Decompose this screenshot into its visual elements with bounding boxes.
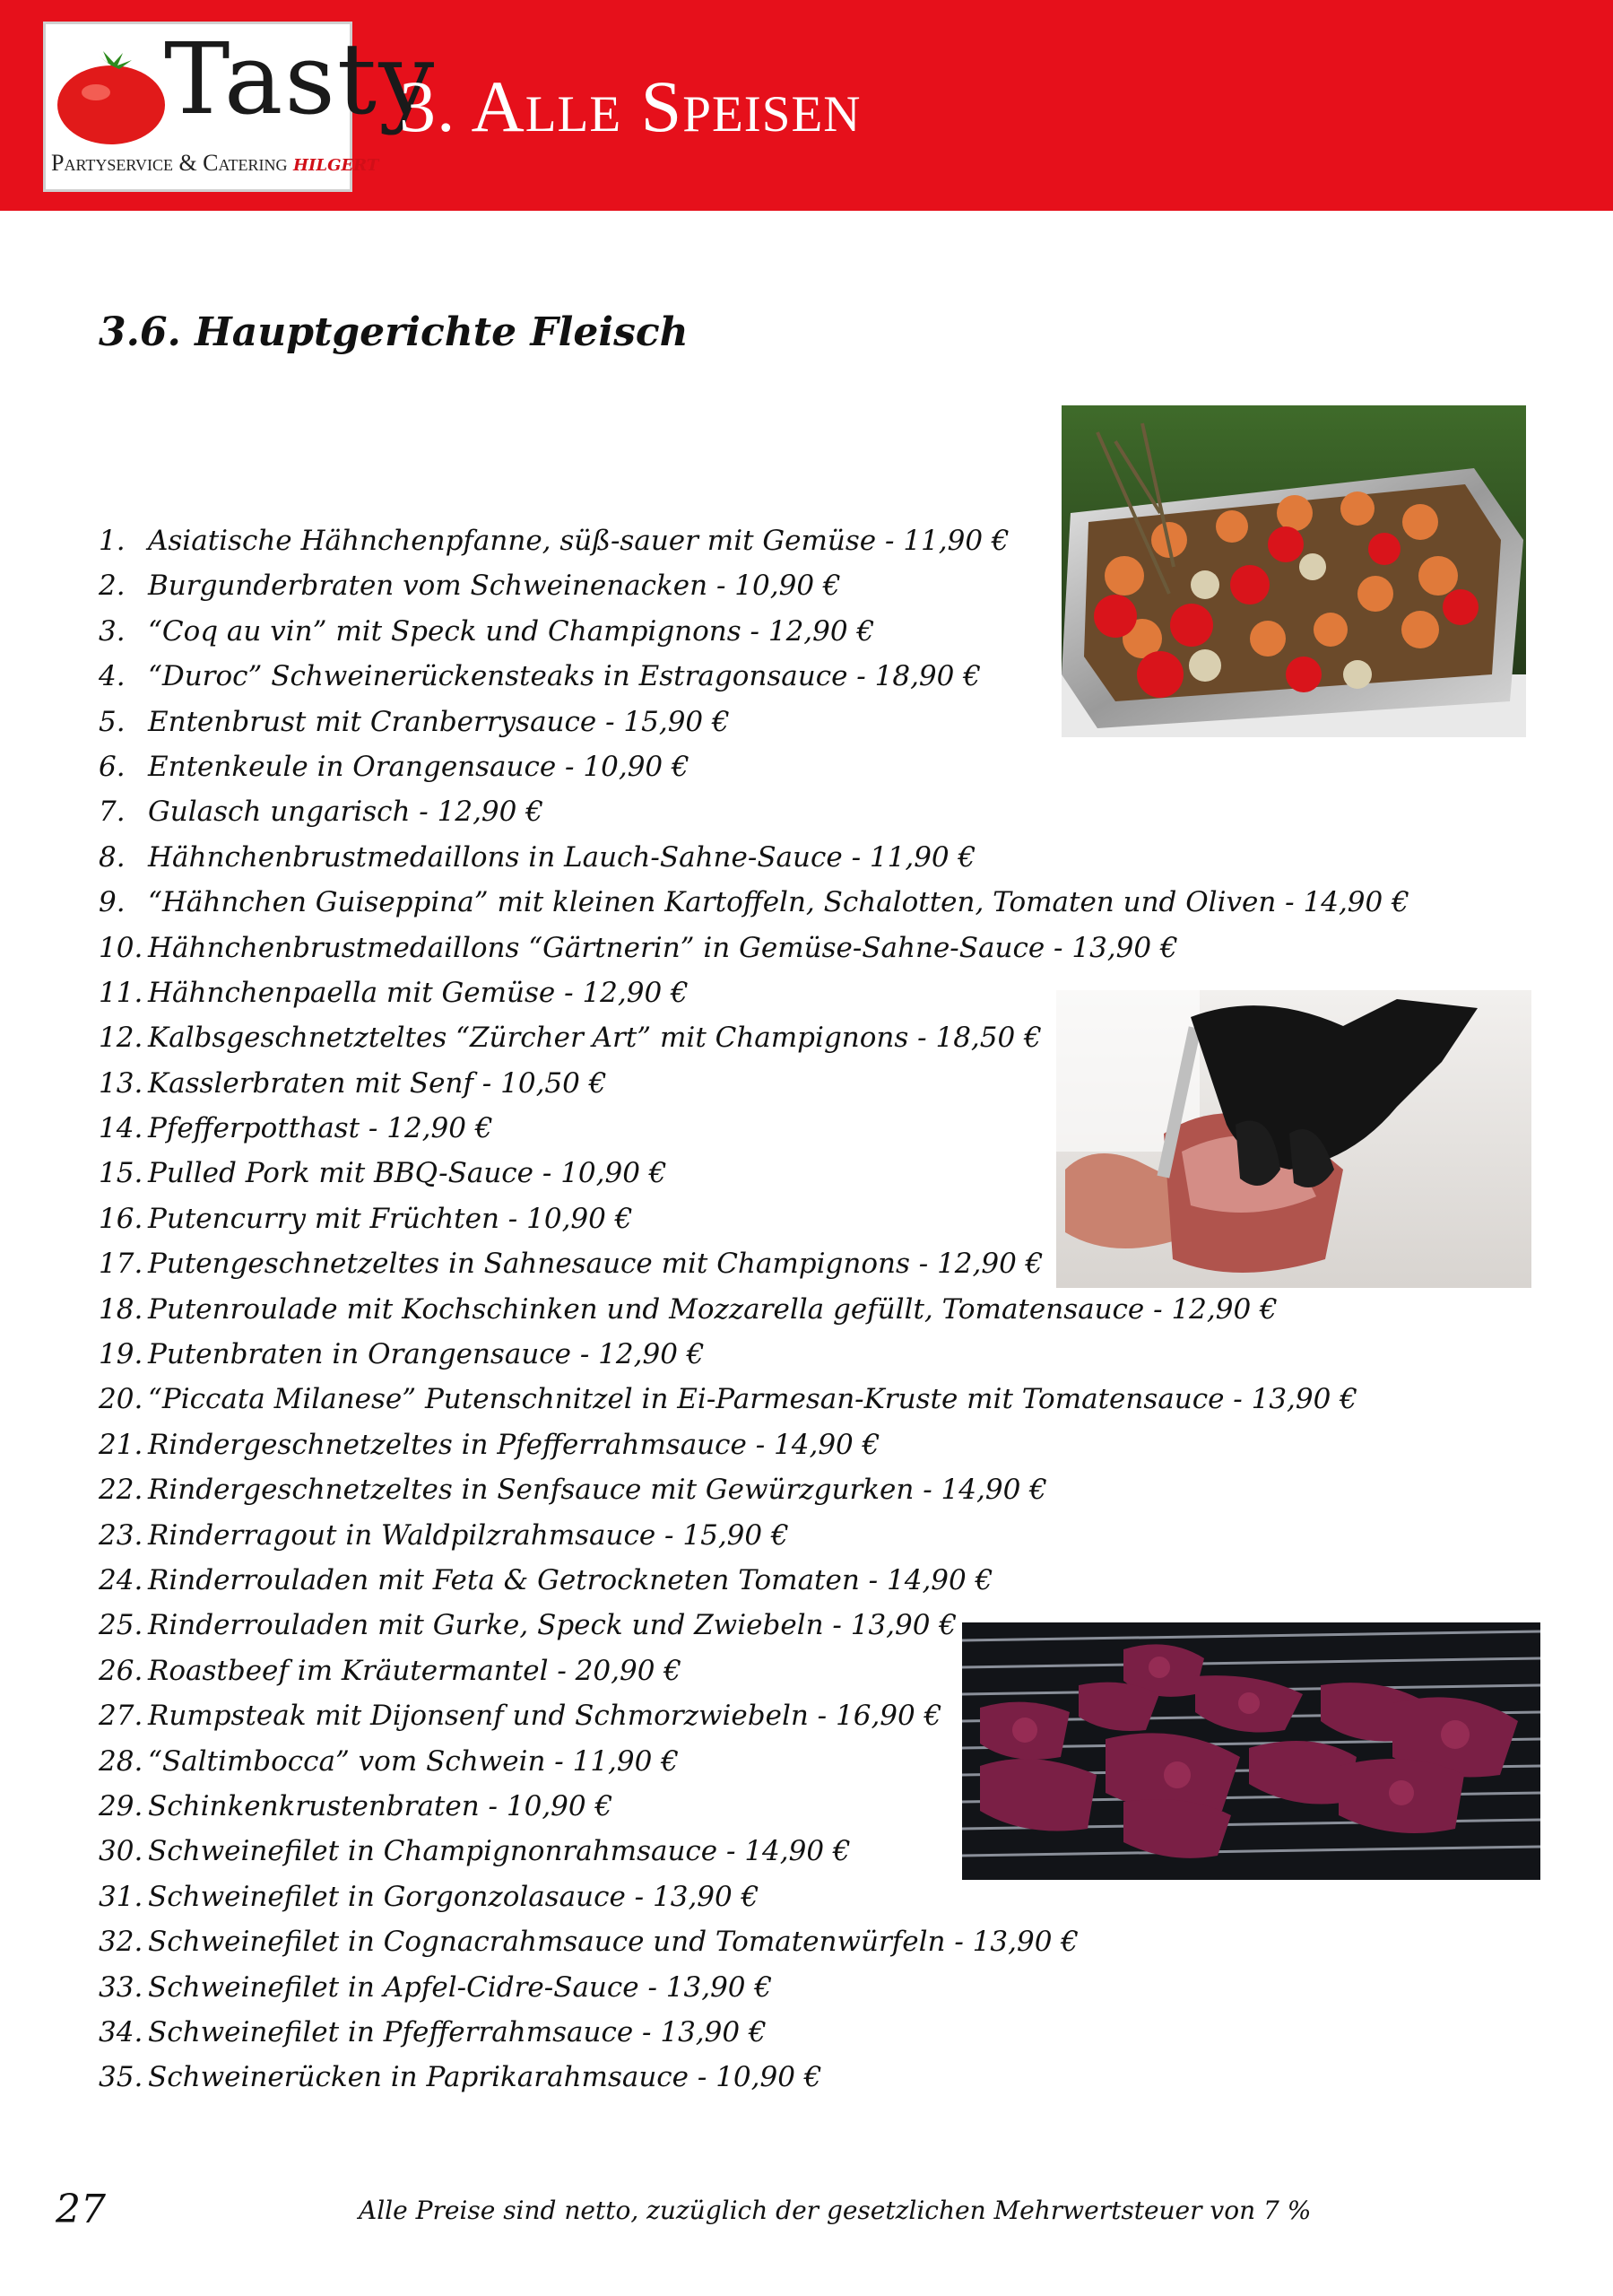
chapter-title: 3. Alle Speisen [399,65,862,147]
logo-subtitle-text: Partyservice & Catering [51,150,288,176]
section-title: 3.6. Hauptgerichte Fleisch [99,309,689,355]
menu-item-text: Putengeschnetzeltes in Sahnesauce mit Champignons - 12,90 € [148,1248,1044,1281]
menu-item-number: 12. [99,1022,143,1055]
menu-item-number: 3. [99,614,126,648]
photo-grilled-steaks [962,1622,1540,1880]
menu-item-text: “Piccata Milanese” Putenschnitzel in Ei-Parmesan-Kruste mit Tomatensauce - 13,90 € [148,1383,1357,1416]
menu-item [99,1965,1409,2010]
menu-item-number: 6. [99,750,126,783]
menu-item-number: 31. [99,1880,143,1913]
menu-item-text: Rindergeschnetzeltes in Pfefferrahmsauce - 14,90 € [148,1428,880,1461]
menu-item-number: 35. [99,2061,143,2094]
menu-item [99,1874,1409,1919]
menu-item [99,880,1409,925]
menu-item-number: 19. [99,1338,143,1371]
menu-item-number: 2. [99,570,126,603]
menu-item-text: “Duroc” Schweinerückensteaks in Estragonsauce - 18,90 € [148,660,981,693]
menu-item-number: 29. [99,1789,143,1822]
menu-item-text: Gulasch ungarisch - 12,90 € [148,796,543,829]
menu-item-number: 32. [99,1926,143,1959]
menu-item [99,1919,1409,1964]
page-header [0,0,1613,211]
menu-item-text: Hähnchenpaella mit Gemüse - 12,90 € [148,976,689,1009]
menu-item-number: 28. [99,1744,143,1778]
logo-subtitle [51,150,379,177]
menu-item-number: 20. [99,1383,143,1416]
menu-item-number: 26. [99,1654,143,1687]
menu-item-number: 8. [99,840,126,874]
menu-item-text: Hähnchenbrustmedaillons in Lauch-Sahne-Sauce - 11,90 € [148,840,976,874]
menu-item-number: 4. [99,660,126,693]
menu-item-number: 23. [99,1518,143,1552]
menu-item [99,926,1409,970]
menu-item-text: Kalbsgeschnetzteltes “Zürcher Art” mit Champignons - 18,50 € [148,1022,1042,1055]
menu-item-text: Putenbraten in Orangensauce - 12,90 € [148,1338,705,1371]
menu-item-number: 16. [99,1202,143,1235]
menu-item-number: 9. [99,886,126,919]
menu-item-text: Entenbrust mit Cranberrysauce - 15,90 € [148,705,730,738]
menu-item-text: Asiatische Hähnchenpfanne, süß-sauer mit Gemüse - 11,90 € [148,525,1010,557]
menu-item [99,789,1409,834]
menu-item-text: “Coq au vin” mit Speck und Champignons - 12,90 € [148,614,875,648]
menu-item-text: Pulled Pork mit BBQ-Sauce - 10,90 € [148,1157,667,1190]
menu-item-number: 15. [99,1157,143,1190]
menu-item [99,1422,1409,1467]
menu-item-text: Rinderrouladen mit Gurke, Speck und Zwiebeln - 13,90 € [148,1609,958,1642]
menu-item-text: Schweinefilet in Pfefferrahmsauce - 13,90 € [148,2015,767,2048]
menu-item-number: 18. [99,1292,143,1326]
menu-item-text: Entenkeule in Orangensauce - 10,90 € [148,750,689,783]
menu-item-number: 33. [99,1970,143,2004]
menu-item-number: 10. [99,931,143,964]
menu-item [99,1467,1409,1512]
menu-item-text: Schweinerücken in Paprikarahmsauce - 10,90 € [148,2061,822,2094]
menu-item-number: 7. [99,796,126,829]
menu-item-text: Rinderrouladen mit Feta & Getrockneten Tomaten - 14,90 € [148,1563,993,1596]
menu-item-number: 24. [99,1563,143,1596]
menu-item [99,1513,1409,1558]
menu-item-number: 17. [99,1248,143,1281]
menu-item-number: 14. [99,1112,143,1145]
menu-item-number: 5. [99,705,126,738]
logo [43,22,437,192]
menu-item-text: Burgunderbraten vom Schweinenacken - 10,90 € [148,570,841,603]
menu-item-text: “Saltimbocca” vom Schwein - 11,90 € [148,1744,679,1778]
menu-item-text: Hähnchenbrustmedaillons “Gärtnerin” in Gemüse-Sahne-Sauce - 13,90 € [148,931,1178,964]
menu-item-text: “Hähnchen Guiseppina” mit kleinen Kartoffeln, Schalotten, Tomaten und Oliven - 14,90 € [148,886,1409,919]
menu-item [99,1332,1409,1377]
menu-item [99,835,1409,880]
menu-item-number: 22. [99,1474,143,1507]
menu-item-text: Schweinefilet in Champignonrahmsauce - 14,90 € [148,1835,851,1868]
menu-item-number: 34. [99,2015,143,2048]
tomato-icon [53,46,169,149]
menu-item [99,744,1409,789]
menu-item-text: Roastbeef im Kräutermantel - 20,90 € [148,1654,681,1687]
menu-item-text: Schweinefilet in Apfel-Cidre-Sauce - 13,90 € [148,1970,773,2004]
logo-brand: Tasty [164,22,437,136]
menu-item-text: Rinderragout in Waldpilzrahmsauce - 15,90 € [148,1518,789,1552]
page-number: 27 [56,2187,106,2232]
menu-item-number: 27. [99,1700,143,1733]
menu-item [99,2055,1409,2100]
menu-item-text: Rumpsteak mit Dijonsenf und Schmorzwiebeln - 16,90 € [148,1700,942,1733]
price-note: Alle Preise sind netto, zuzüglich der gesetzlichen Mehrwertsteuer von 7 % [359,2196,1312,2225]
photo-chicken-chafing-dish [1062,405,1526,737]
menu-item [99,1558,1409,1603]
menu-item [99,1287,1409,1332]
menu-item [99,1377,1409,1422]
logo-owner: hilgert [293,150,379,177]
menu-item-number: 21. [99,1428,143,1461]
photo-carving-meat [1056,990,1531,1288]
menu-item-text: Rindergeschnetzeltes in Senfsauce mit Gewürzgurken - 14,90 € [148,1474,1047,1507]
menu-item-number: 1. [99,525,126,557]
menu-item-number: 30. [99,1835,143,1868]
menu-item-text: Putencurry mit Früchten - 10,90 € [148,1202,633,1235]
menu-item [99,2010,1409,2055]
menu-item-text: Schweinefilet in Cognacrahmsauce und Tomatenwürfeln - 13,90 € [148,1926,1080,1959]
menu-item-text: Pfefferpotthast - 12,90 € [148,1112,493,1145]
menu-item-number: 13. [99,1066,143,1100]
menu-item-text: Putenroulade mit Kochschinken und Mozzarella gefüllt, Tomatensauce - 12,90 € [148,1292,1278,1326]
menu-item-number: 25. [99,1609,143,1642]
menu-item-text: Kasslerbraten mit Senf - 10,50 € [148,1066,607,1100]
menu-item-text: Schinkenkrustenbraten - 10,90 € [148,1789,613,1822]
menu-item-number: 11. [99,976,143,1009]
menu-item-text: Schweinefilet in Gorgonzolasauce - 13,90 € [148,1880,759,1913]
